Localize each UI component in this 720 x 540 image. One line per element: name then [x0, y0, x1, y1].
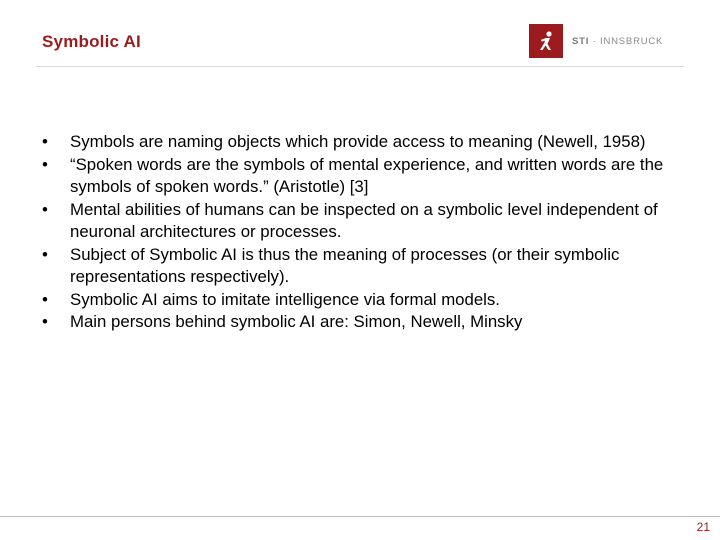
logo-location: INNSBRUCK: [600, 35, 664, 47]
bullet-marker: •: [42, 132, 48, 151]
logo-separator: ·: [589, 35, 601, 47]
bullet-item: [42, 244, 682, 289]
title-divider: [36, 66, 684, 67]
bullet-list: [42, 131, 682, 334]
bullet-marker: •: [42, 199, 48, 219]
bullet-marker: •: [42, 312, 48, 331]
bullet-text: Main persons behind symbolic AI are: Simon, Newell, Minsky: [70, 312, 523, 331]
sti-innsbruck-logo: [529, 24, 663, 58]
bullet-text: Symbols are naming objects which provide access to meaning (Newell, 1958): [70, 132, 646, 151]
bullet-item: [42, 199, 682, 244]
slide-title: Symbolic AI: [42, 32, 141, 51]
bullet-marker: •: [42, 154, 48, 174]
page-number: 21: [696, 520, 710, 534]
sti-person-icon: [529, 24, 563, 58]
bullet-text: Symbolic AI aims to imitate intelligence via formal models.: [70, 289, 500, 309]
footer-divider: [0, 516, 720, 517]
bullet-item: [42, 154, 682, 199]
bullet-item: [42, 311, 682, 334]
bullet-marker: •: [42, 289, 48, 309]
bullet-text: Subject of Symbolic AI is thus the meaning of processes (or their symbolic representations respectively).: [70, 244, 620, 286]
bullet-text: “Spoken words are the symbols of mental experience, and written words are the symbols of spoken words.” (Aristotle) [3]: [70, 154, 664, 196]
bullet-text: Mental abilities of humans can be inspected on a symbolic level independent of neuronal architectures or processes.: [70, 199, 658, 241]
bullet-item: [42, 289, 682, 312]
bullet-item: [42, 131, 682, 154]
logo-brand: STI: [572, 35, 590, 47]
logo-text: [572, 36, 663, 47]
bullet-marker: •: [42, 244, 48, 264]
